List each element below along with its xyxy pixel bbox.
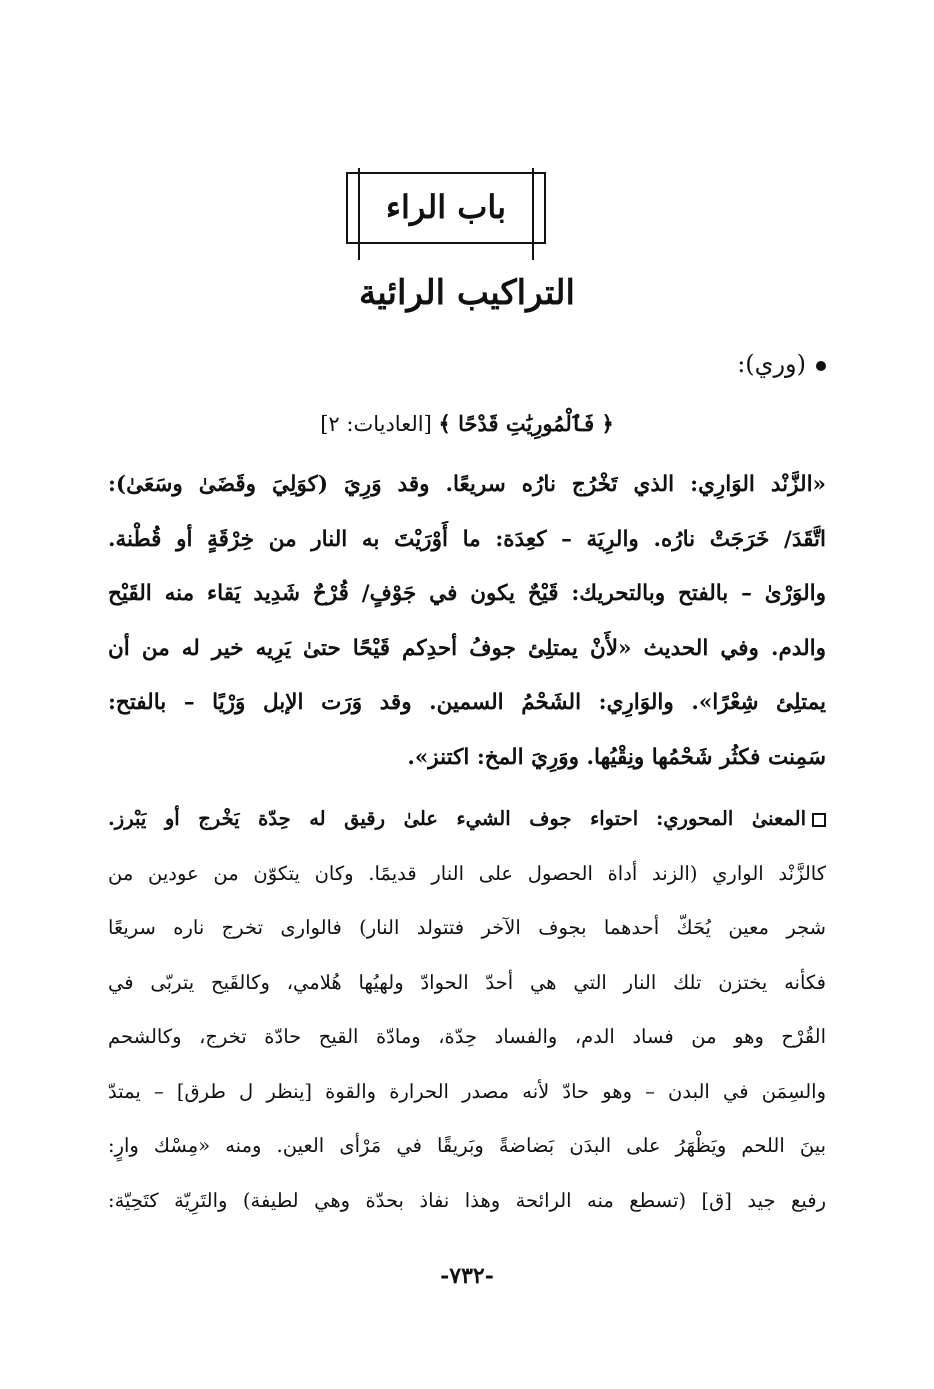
- chapter-title: باب الراء: [385, 188, 507, 226]
- lexicon-quote: [108, 458, 826, 785]
- root-entry: [737, 344, 826, 384]
- quran-verse: [0, 404, 934, 444]
- square-icon: [812, 813, 826, 827]
- quote-line: والوَرْىٰ – بالفتح وبالتحريك: قَيْحٌ يكون في جَوْفٍ/ قُرْحٌ شَدِيد يَقاء منه القَيْح: [108, 581, 826, 606]
- quote-line: سَمِنت فكثُر شَحْمُها ونِقْيُها. ووَرِيَ المخ: اكتنز».: [407, 744, 826, 770]
- body-line: رفيع جيد [ق] (تسطع منه الرائحة وهذا نفاذ بحدّة وهي لطيفة) والتَرِيّة كتَحِيّة:: [108, 1188, 826, 1212]
- body-line: كالزَّنْد الواري (الزند أداة الحصول على النار قديمًا. وكان يتكوّن من عودين من: [108, 861, 826, 885]
- quote-line: يمتلِئ شِعْرًا». والوَارِي: الشَحْمُ السمين. وقد وَرَت الإبل وَرْيًا – بالفتح:: [108, 690, 826, 715]
- verse-text: ﴿ فَٱلْمُورِيَٰتِ قَدْحًا ﴾: [438, 411, 614, 436]
- core-meaning-label: المعنىٰ المحوري:: [656, 807, 806, 830]
- body-line: فكأنه يختزن تلك النار التي هي أحدّ الحوادّ ولهيُها هُلامي، وكالقَيح يتربّى في: [108, 970, 826, 994]
- root-label: (وري):: [737, 350, 806, 378]
- body-line: القُرْح وهو من فساد الدم، والفساد حِدّة، ومادّة القيح حادّة تخرج، وكالشحم: [108, 1025, 826, 1048]
- body-line: بينَ اللحم ويَظْهَرُ على البدَن بَضاضةً وبَريقًا في مَرْأى العين. ومنه «مِسْك وارٍ:: [108, 1134, 826, 1157]
- quote-line: والدم. وفي الحديث «لأَنْ يمتلِئ جوفُ أحدِكم قَيْحًا حتىٰ يَرِيه خير له من أن: [108, 635, 826, 661]
- core-meaning-lead: [108, 792, 826, 847]
- page-number: -٧٣٢-: [440, 1263, 494, 1289]
- section-title: التراكيب الرائية: [359, 273, 575, 313]
- body-line: والسِمَن في البدن – وهو حادّ لأنه مصدر الحرارة والقوة [ينظر ل طرق] – يمتدّ: [108, 1079, 826, 1103]
- verse-reference: [العاديات: ٢]: [320, 412, 432, 436]
- quote-line: «الزَّنْد الوَارِي: الذي تَخْرُج نارُه سريعًا. وقد وَرِيَ (كوَلِيَ وقَضَىٰ وسَعَىٰ):: [108, 472, 826, 497]
- bullet-icon: [816, 361, 826, 371]
- core-meaning-definition: احتواء جوف الشيء علىٰ رقيق له حِدّة يَخْرج أو يَبْرز.: [108, 807, 639, 830]
- quote-line: اتَّقَدَ/ خَرَجَتْ نارُه. والرِيَة – كعِدَة: ما أَوْرَيْتَ به النار من خِرْقَةٍ أو قُطْنة.: [108, 526, 826, 552]
- core-meaning-section: [108, 792, 826, 1228]
- body-line: شجر معين يُحَكّ أحدهما بجوف الآخر فتتولد النار) فالوارى تخرج ناره سريعًا: [108, 916, 826, 939]
